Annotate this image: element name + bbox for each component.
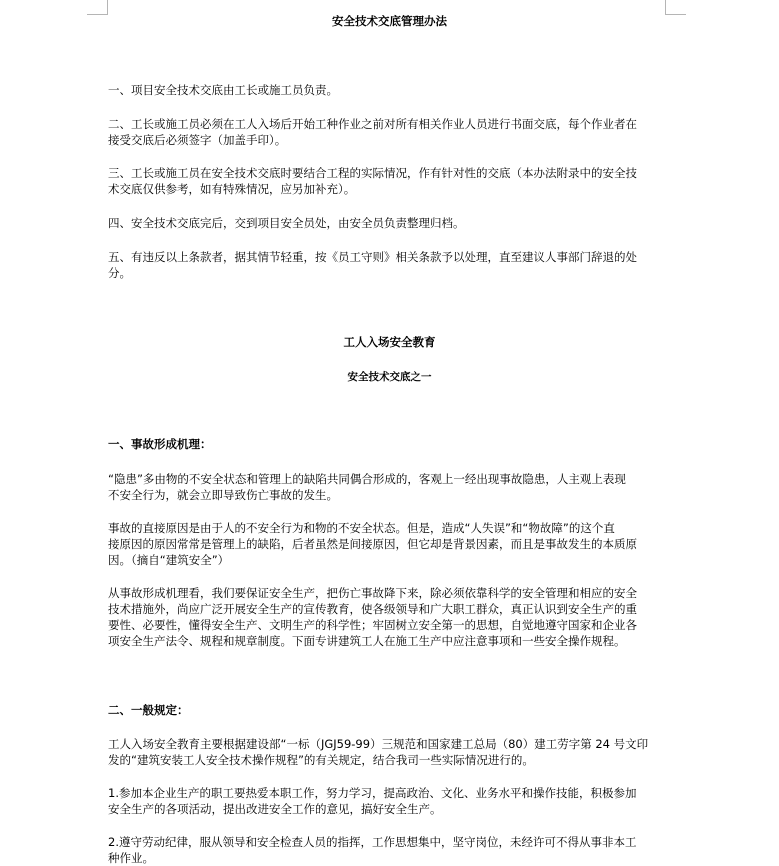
- paragraph-direct-cause: 事故的直接原因是由于人的不安全行为和物的不安全状态。但是，造成“人失误”和“物故障”的这个直 接原因的原因常常是管理上的缺陷，后者虽然是间接原因，但它却是背景因素，而且是事故发生的本质原 因。（摘自“建筑安全”）: [108, 521, 637, 567]
- document-title: 安全技术交底管理办法: [332, 14, 447, 28]
- rule-3: 三、工长或施工员在安全技术交底时要结合工程的实际情况，作有针对性的交底（本办法附录中的安全技 术交底仅供参考，如有特殊情况，应另加补充）。: [108, 166, 637, 196]
- section-title: 工人入场安全教育: [343, 335, 436, 349]
- paragraph-education-basis: 工人入场安全教育主要根据建设部“一标（JGJ59-99）三规范和国家建工总局（80）建工劳字第 24 号文印 发的“建筑安装工人安全技术操作规程”的有关规定，结合我司一些实际情况进行的。: [108, 737, 649, 767]
- rule-5: 五、有违反以上条款者，据其情节轻重，按《员工守则》相关条款予以处理，直至建议人事部门辞退的处 分。: [108, 250, 637, 280]
- rule-1: 一、项目安全技术交底由工长或施工员负责。: [108, 83, 338, 97]
- heading-general-rules: 二、一般规定：: [108, 703, 189, 717]
- section-subtitle: 安全技术交底之一: [347, 371, 432, 383]
- rule-item-1: 1.参加本企业生产的职工要热爱本职工作，努力学习，提高政治、文化、业务水平和操作技能，积极参加 安全生产的各项活动，提出改进安全工作的意见，搞好安全生产。: [108, 786, 637, 816]
- rule-item-2: 2.遵守劳动纪律，服从领导和安全检查人员的指挥，工作思想集中，坚守岗位，未经许可不得从事非本工 种作业。: [108, 835, 637, 865]
- rule-4: 四、安全技术交底完后，交到项目安全员处，由安全员负责整理归档。: [108, 216, 465, 230]
- paragraph-mechanism: 从事故形成机理看，我们要保证安全生产，把伤亡事故降下来，除必须依靠科学的安全管理和相应的安全 技术措施外，尚应广泛开展安全生产的宣传教育，使各级领导和广大职工群众，真正认识到安全生产的重 要性、必要性，懂得安全生产、文明生产的科学性；牢固树立安全第一的思想，自觉地遵守国家和企业各 项安全生产法令、规程和规章制度。下面专讲建筑工人在施工生产中应注意事项和一些安全操作规程。: [108, 586, 637, 648]
- heading-accident-mechanism: 一、事故形成机理：: [108, 437, 212, 451]
- paragraph-hazard: “隐患”多由物的不安全状态和管理上的缺陷共同偶合形成的，客观上一经出现事故隐患，人主观上表现 不安全行为，就会立即导致伤亡事故的发生。: [108, 472, 626, 502]
- rule-2: 二、工长或施工员必须在工人入场后开始工种作业之前对所有相关作业人员进行书面交底，每个作业者在 接受交底后必须签字（加盖手印）。: [108, 117, 637, 147]
